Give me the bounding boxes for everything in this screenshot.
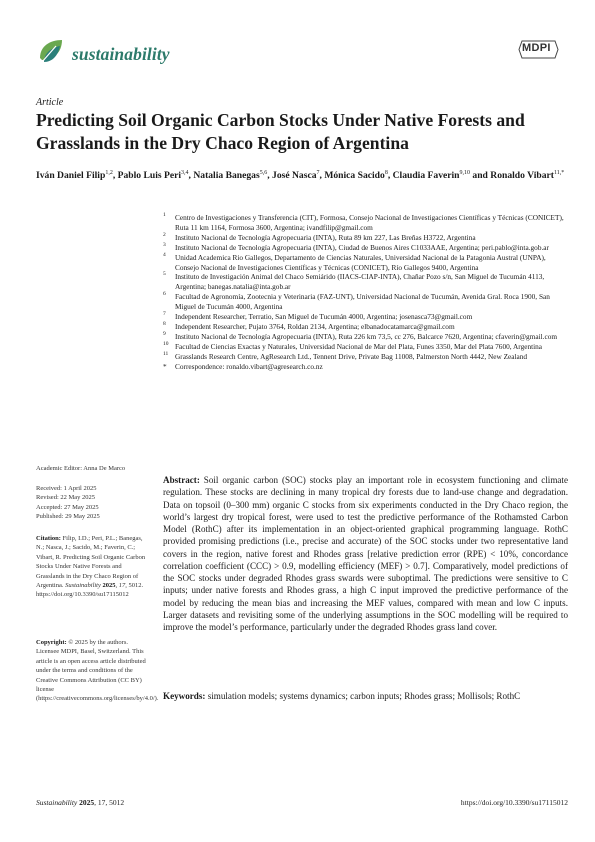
- author[interactable]: José Nasca$^7$: [272, 170, 320, 182]
- footer-volume-page: , 17, 5012: [94, 798, 125, 807]
- footer-journal: Sustainability: [36, 798, 78, 807]
- academic-editor: Academic Editor: Anna De Marco: [36, 465, 126, 472]
- affiliation-item: 1 Centro de Investigaciones y Transferencia (CIT), Formosa, Consejo Nacional de Investigaciones Científicas y Técnicas (CONICET), Ruta 11 km 1164, Formosa 3600, Argentina; ivandfilip@gmail.com: [163, 212, 564, 232]
- copyright-text: © 2025 by the authors. Licensee MDPI, Basel, Switzerland. This article is an open access article distributed under the terms and conditions of the Creative Commons Attribution (CC BY) license (https://creativecommons.org/licenses/by/4.0/).: [36, 639, 159, 703]
- author[interactable]: Natalia Banegas$^{5,6}$: [193, 170, 268, 182]
- revised-date: Revised: 22 May 2025: [36, 494, 96, 502]
- affiliation-item: 8 Independent Researcher, Pujato 3764, Roldan 2134, Argentina; elbanadocatamarca@gmail.com: [163, 320, 455, 331]
- journal-leaf-logo-icon: [36, 36, 66, 66]
- citation-doi[interactable]: , 5012. https://doi.org/10.3390/su17115012: [36, 582, 144, 599]
- abstract-label: Abstract:: [163, 475, 200, 485]
- affiliations-list: [163, 213, 568, 372]
- publisher-logo-text: MDPI: [522, 42, 551, 54]
- citation-label: Citation:: [36, 535, 61, 542]
- article-type: Article: [36, 97, 64, 108]
- affiliation-item: 2 Instituto Nacional de Tecnología Agropecuaria (INTA), Ruta 89 km 227, Las Breñas H3722, Argentina: [163, 231, 476, 242]
- author-list: Iván Daniel Filip$^{1,2}$, Pablo Luis Peri$^{3,4}$, Natalia Banegas$^{5,6}$, José Nasca$^7$, Mónica Sacido$^8$, Claudia Faverin$^{9,10}$ and Ronaldo Vibart$^{11,*}$: [36, 170, 565, 182]
- author[interactable]: Iván Daniel Filip$^{1,2}$: [36, 170, 113, 182]
- affiliation-item: 4 Unidad Academica Rio Gallegos, Departamento de Ciencias Naturales, Universidad Nacional de la Patagonia Austral (UNPA), Consejo Nacional de Investigaciones Científicas y Técnicas (CONICET), Río Gallegos 9400, Argentina: [163, 251, 546, 272]
- abstract: [163, 474, 568, 633]
- keywords-text: simulation models; systems dynamics; carbon inputs; Rhodes grass; Mollisols; RothC: [207, 691, 521, 701]
- copyright-block: [36, 638, 159, 704]
- affiliation-item: 3 Instituto Nacional de Tecnología Agropecuaria (INTA), Ciudad de Buenos Aires C1033AAE, Argentina; peri.pablo@inta.gob.ar: [163, 241, 549, 252]
- footer-doi-link[interactable]: https://doi.org/10.3390/su17115012: [460, 798, 568, 807]
- keywords: [163, 690, 568, 702]
- published-date: Published: 29 May 2025: [36, 513, 100, 521]
- affiliation-item: 9 Instituto Nacional de Tecnología Agropecuaria (INTA), Ruta 226 km 73,5, cc 276, Balcarce 7620, Argentina; cfaverin@gmail.com: [163, 330, 558, 341]
- copyright-label: Copyright:: [36, 639, 67, 646]
- footer-citation: [36, 798, 124, 807]
- accepted-date: Accepted: 27 May 2025: [36, 503, 99, 511]
- author[interactable]: and Ronaldo Vibart$^{11,*}$: [472, 170, 565, 182]
- citation-volume: 17: [118, 582, 126, 590]
- keywords-label: Keywords:: [163, 691, 206, 701]
- citation-text: Filip, I.D.; Peri, P.L.; Banegas, N.; Nasca, J.; Sacido, M.; Faverin, C.; Vibart, R. Predicting Soil Organic Carbon Stocks Under Native Forests and Grasslands in the Dry Chaco Region of Argentina.: [36, 535, 146, 590]
- affiliation-item: 5 Instituto de Investigación Animal del Chaco Semiárido (IIACS-CIAP-INTA), Chañar Pozo s/n, San Miguel de Tucumán 4113, Argentina; banegas.natalia@inta.gob.ar: [163, 271, 545, 292]
- citation-journal: Sustainability: [65, 582, 101, 590]
- dates-block: [36, 484, 148, 522]
- abstract-text: Soil organic carbon (SOC) stocks play an important role in ecosystem functioning and climate regulation. These stocks are declining in many tropical dry forests due to land-use change and degradation. Data on topsoil (0–300 mm) organic C stocks from six experiments conducted in the Dry Chaco region, the world’s largest dry tropical forest, were used to test the predictive performance of the Rothamsted Carbon Model (RothC) after its implementation in an object-oriented graphical programming language. RothC provided promising predictions (i.e., precise and accurate) of the SOC stocks under two representative land covers in the region, native forest and Rhodes grass [relative prediction error (RPE) < 10%, concordance correlation coefficient (CCC) > 0.9, modelling efficiency (MEF) > 0.7]. Comparatively, model predictions of the SOC stocks under degraded Rhodes grass swards were suboptimal. The predictions were sensitive to C inputs; under native forests and Rhodes grass, a high C input improved the predictive performance of the model by reducing the mean bias and increasing the MEF values, compared with mean and low C inputs. Larger datasets and revisiting some of the underlying assumptions in the SOC modelling will be required to improve the model’s performance, particularly under the degraded Rhodes grass land cover.: [163, 475, 568, 632]
- footer-year: 2025: [79, 798, 95, 807]
- affiliation-item: 7 Independent Researcher, Terratio, San Miguel de Tucumán 4000, Argentina; josenasca73@gmail.com: [163, 311, 473, 322]
- affiliation-item: 10 Facultad de Ciencias Exactas y Naturales, Universidad Nacional de Mar del Plata, Funes 3350, Mar del Plata 7600, Argentina: [163, 340, 543, 351]
- article-title: Predicting Soil Organic Carbon Stocks Under Native Forests and Grasslands in the Dry Chaco Region of Argentina: [36, 110, 525, 153]
- affiliation-item: 6 Facultad de Agronomía, Zootecnia y Veterinaria (FAZ-UNT), Universidad Nacional de Tucumán, Avenida Gral. Roca 1900, San Miguel de Tucumán 4000, Argentina: [163, 291, 550, 312]
- journal-name: sustainability: [72, 44, 170, 64]
- citation-year: 2025: [102, 582, 116, 590]
- correspondence-item: * Correspondence: ronaldo.vibart@agresearch.co.nz: [163, 361, 323, 371]
- received-date: Received: 1 April 2025: [36, 485, 97, 492]
- citation-block: Citation: Filip, I.D.; Peri, P.L.; Banegas, N.; Nasca, J.; Sacido, M.; Faverin, C.; Vibart, R. Predicting Soil Organic Carbon Stocks Under Native Forests and Grasslands in the Dry Chaco Region of Argentina. Sustainability 2025, 17, 5012. https://doi.org/10.3390/su17115012: [36, 535, 146, 599]
- author[interactable]: Pablo Luis Peri$^{3,4}$: [117, 170, 189, 182]
- affiliation-item: 11 Grasslands Research Centre, AgResearch Ltd., Tennent Drive, Private Bag 11008, Palmerston North 4442, New Zealand: [163, 350, 528, 361]
- author[interactable]: Mónica Sacido$^8$: [324, 170, 388, 182]
- author[interactable]: Claudia Faverin$^{9,10}$: [392, 170, 471, 182]
